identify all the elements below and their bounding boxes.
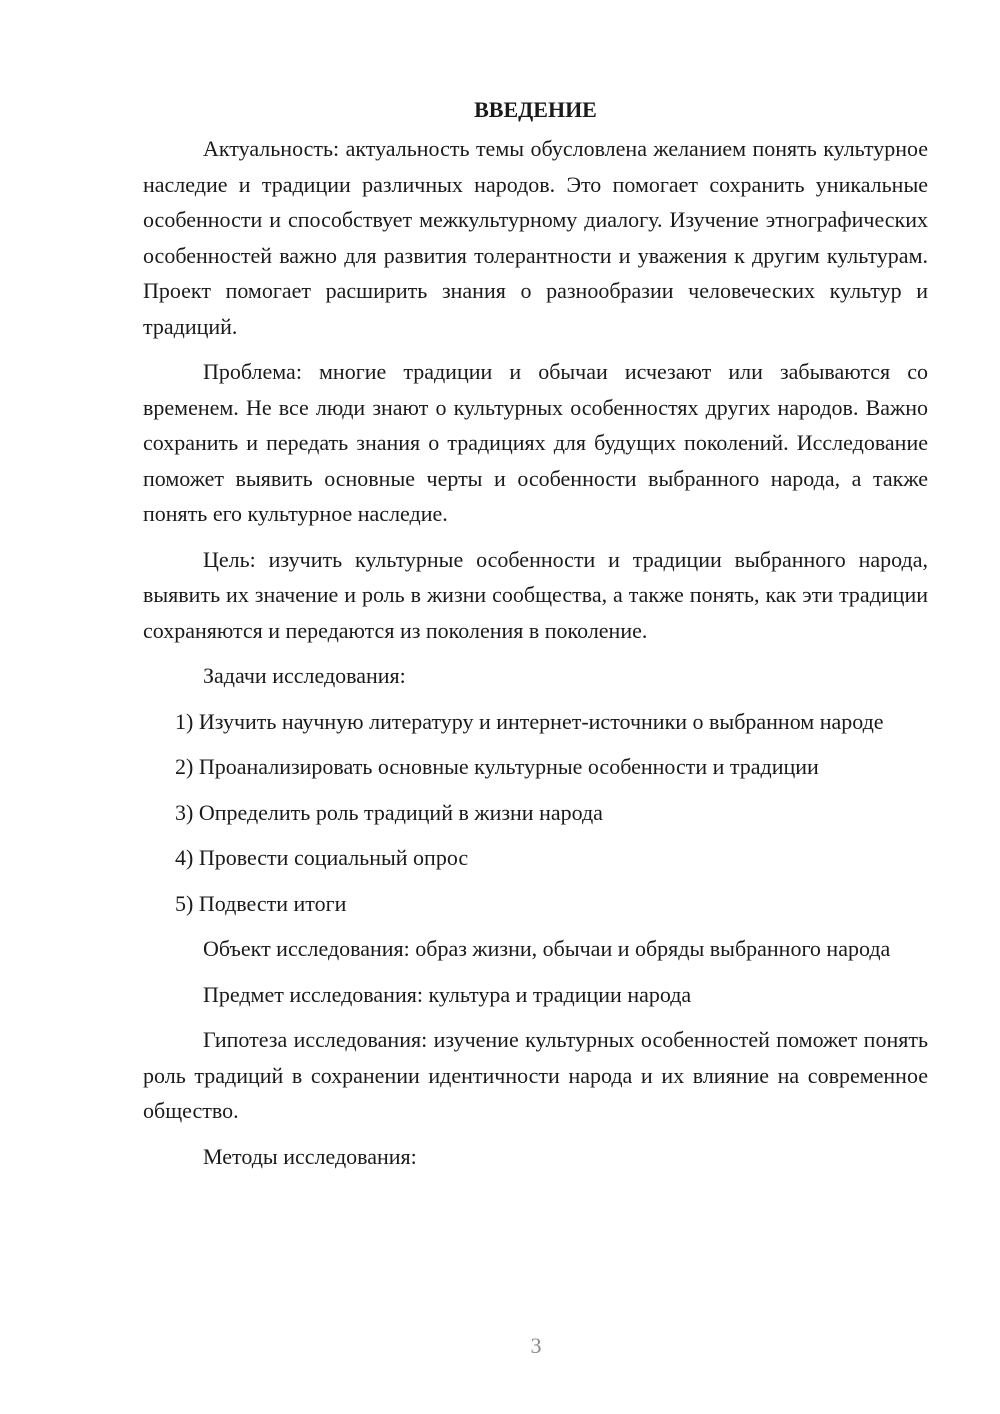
relevance-paragraph: Актуальность: актуальность темы обусловлена желанием понять культурное наследие и традиции различных народов. Это помогает сохранить уникальные особенности и способствует межкультурному диалогу. Изучение этнографических особенностей важно для развития толерантности и уважения к другим культурам. Проект помогает расширить знания о разнообразии человеческих культур и традиций. <box>143 136 928 339</box>
methods-title: Методы исследования: <box>203 1143 417 1169</box>
task-item-2: 2) Проанализировать основные культурные особенности и традиции <box>175 754 819 779</box>
task-item-5: 5) Подвести итоги <box>175 890 347 916</box>
goal-paragraph: Цель: изучить культурные особенности и традиции выбранного народа, выявить их значение и роль в жизни сообщества, а также понять, как эти традиции сохраняются и передаются из поколения в поколение. <box>143 546 928 643</box>
problem-paragraph: Проблема: многие традиции и обычаи исчезают или забываются со временем. Не все люди знают о культурных особенностях других народов. Важно сохранить и передать знания о традициях для будущих поколений. Исследование поможет выявить основные черты и особенности выбранного народа, а также понять его культурное наследие. <box>143 359 928 526</box>
section-heading: ВВЕДЕНИЕ <box>474 97 597 122</box>
subject-paragraph: Предмет исследования: культура и традиции народа <box>203 981 692 1007</box>
tasks-title: Задачи исследования: <box>203 663 406 688</box>
document-page <box>143 92 928 1184</box>
task-item-4: 4) Провести социальный опрос <box>175 845 469 870</box>
hypothesis-paragraph: Гипотеза исследования: изучение культурных особенностей поможет понять роль традиций в сохранении идентичности народа и их влияние на современное общество. <box>143 1027 928 1123</box>
object-paragraph: Объект исследования: образ жизни, обычаи и обряды выбранного народа <box>203 936 891 961</box>
task-item-3: 3) Определить роль традиций в жизни народа <box>175 799 603 825</box>
task-item-1: 1) Изучить научную литературу и интернет-источники о выбранном народе <box>175 708 884 734</box>
page-number: 3 <box>530 1333 542 1358</box>
